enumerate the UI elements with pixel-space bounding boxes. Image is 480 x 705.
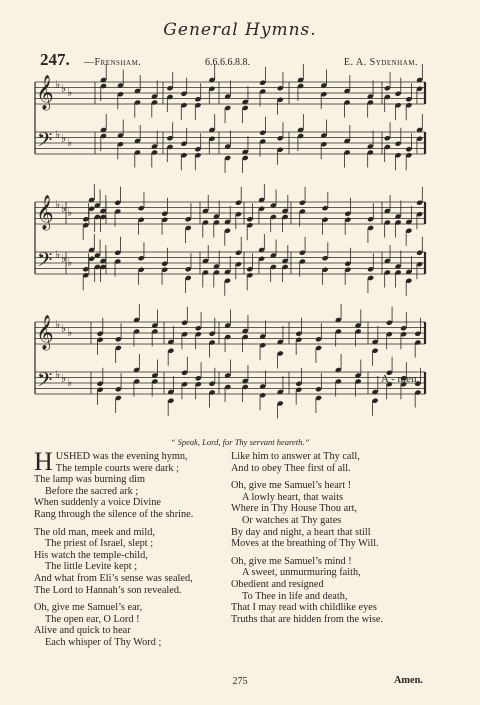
bass-clef: 𝄢: [37, 368, 53, 396]
bass-clef: 𝄢: [37, 248, 53, 276]
composer-name: E. A. Sydenham.: [343, 57, 418, 68]
verse-line: Oh, give me Samuel’s mind !: [231, 555, 352, 567]
verse-line: The Lord to Hannah’s son revealed.: [34, 584, 182, 596]
verse-line: Like him to answer at Thy call,: [231, 451, 360, 462]
stanza: [34, 527, 244, 597]
treble-clef: 𝄞: [36, 315, 54, 350]
verse-line: Before the sacred ark ;: [45, 485, 139, 497]
verse-line: The old man, meek and mild,: [34, 526, 155, 538]
verse-line: Each whisper of Thy Word ;: [45, 636, 162, 648]
flat-sign: ♭: [55, 198, 61, 211]
verse-line: That I may read with childlike eyes: [231, 602, 377, 614]
text-column-left: [34, 447, 244, 655]
flat-sign: ♭: [67, 86, 73, 99]
flat-sign: ♭: [61, 82, 67, 95]
flat-sign: ♭: [67, 206, 73, 219]
flat-sign: ♭: [61, 372, 67, 385]
verse-line: USHED was the evening hymn,: [55, 451, 188, 462]
hymn-number: 247.: [40, 50, 70, 69]
flat-sign: ♭: [55, 128, 61, 141]
flat-sign: ♭: [61, 252, 67, 265]
flat-sign: ♭: [55, 78, 61, 91]
verse-line: Truths that are hidden from the wise.: [231, 613, 384, 625]
verse-line: His watch the temple-child,: [34, 549, 148, 561]
flat-sign: ♭: [61, 322, 67, 335]
verse-line: Alive and quick to hear: [34, 625, 131, 637]
flat-sign: ♭: [55, 318, 61, 331]
verse-line: Oh, give me Samuel’s ear,: [34, 602, 143, 614]
flat-sign: ♭: [61, 202, 67, 215]
verse-line: Rang through the silence of the shrine.: [34, 508, 194, 520]
drop-cap: H: [34, 447, 53, 476]
flat-sign: ♭: [55, 248, 61, 261]
verse-line: Oh, give me Samuel’s heart !: [231, 480, 352, 492]
verse-line: By day and night, a heart that still: [231, 526, 371, 538]
verse-line: And to obey Thee first of all.: [231, 462, 351, 474]
amen-end: Amen.: [394, 675, 423, 686]
verse-line: The lamp was burning dim: [34, 474, 145, 486]
verse-line: The little Levite kept ;: [45, 561, 138, 573]
bass-clef: 𝄢: [37, 128, 53, 156]
page-number: 275: [232, 676, 248, 687]
flat-sign: ♭: [67, 376, 73, 389]
stanza: [34, 602, 244, 648]
flat-sign: ♭: [55, 368, 61, 381]
verse-line: A lowly heart, that waits: [242, 491, 343, 503]
verse-line: When suddenly a voice Divine: [34, 497, 161, 509]
verse-line: A sweet, unmurmuring faith,: [242, 567, 361, 579]
verse-line: Where in Thy House Thou art,: [231, 503, 358, 515]
amen-under-music: A - men.: [381, 373, 420, 385]
flat-sign: ♭: [67, 136, 73, 149]
verse-line: The temple courts were dark ;: [55, 462, 180, 474]
verse-line: Obedient and resigned: [231, 578, 324, 590]
verse-line: The priest of Israel, slept ;: [45, 538, 154, 550]
flat-sign: ♭: [67, 326, 73, 339]
verse-line: Moves at the breathing of Thy Will.: [231, 538, 379, 550]
flat-sign: ♭: [61, 132, 67, 145]
stanza: [231, 480, 441, 550]
tune-name: —Frensham.: [84, 57, 142, 68]
text-column-right: [231, 451, 441, 631]
caption: “ Speak, Lord, for Thy servant heareth.”: [170, 437, 310, 447]
treble-clef: 𝄞: [36, 195, 54, 230]
stanza: [34, 447, 244, 521]
running-head: General Hymns.: [163, 20, 317, 40]
verse-line: And what from Eli’s sense was sealed,: [34, 572, 193, 584]
stanza: [231, 451, 441, 474]
verse-line: To Thee in life and death,: [242, 590, 348, 602]
hymn-meter: 6.6.6.6.8.8.: [205, 57, 250, 68]
verse-line: The open ear, O Lord !: [45, 613, 140, 625]
verse-line: Or watches at Thy gates: [242, 514, 342, 526]
flat-sign: ♭: [67, 256, 73, 269]
stanza: [231, 556, 441, 626]
treble-clef: 𝄞: [36, 75, 54, 110]
